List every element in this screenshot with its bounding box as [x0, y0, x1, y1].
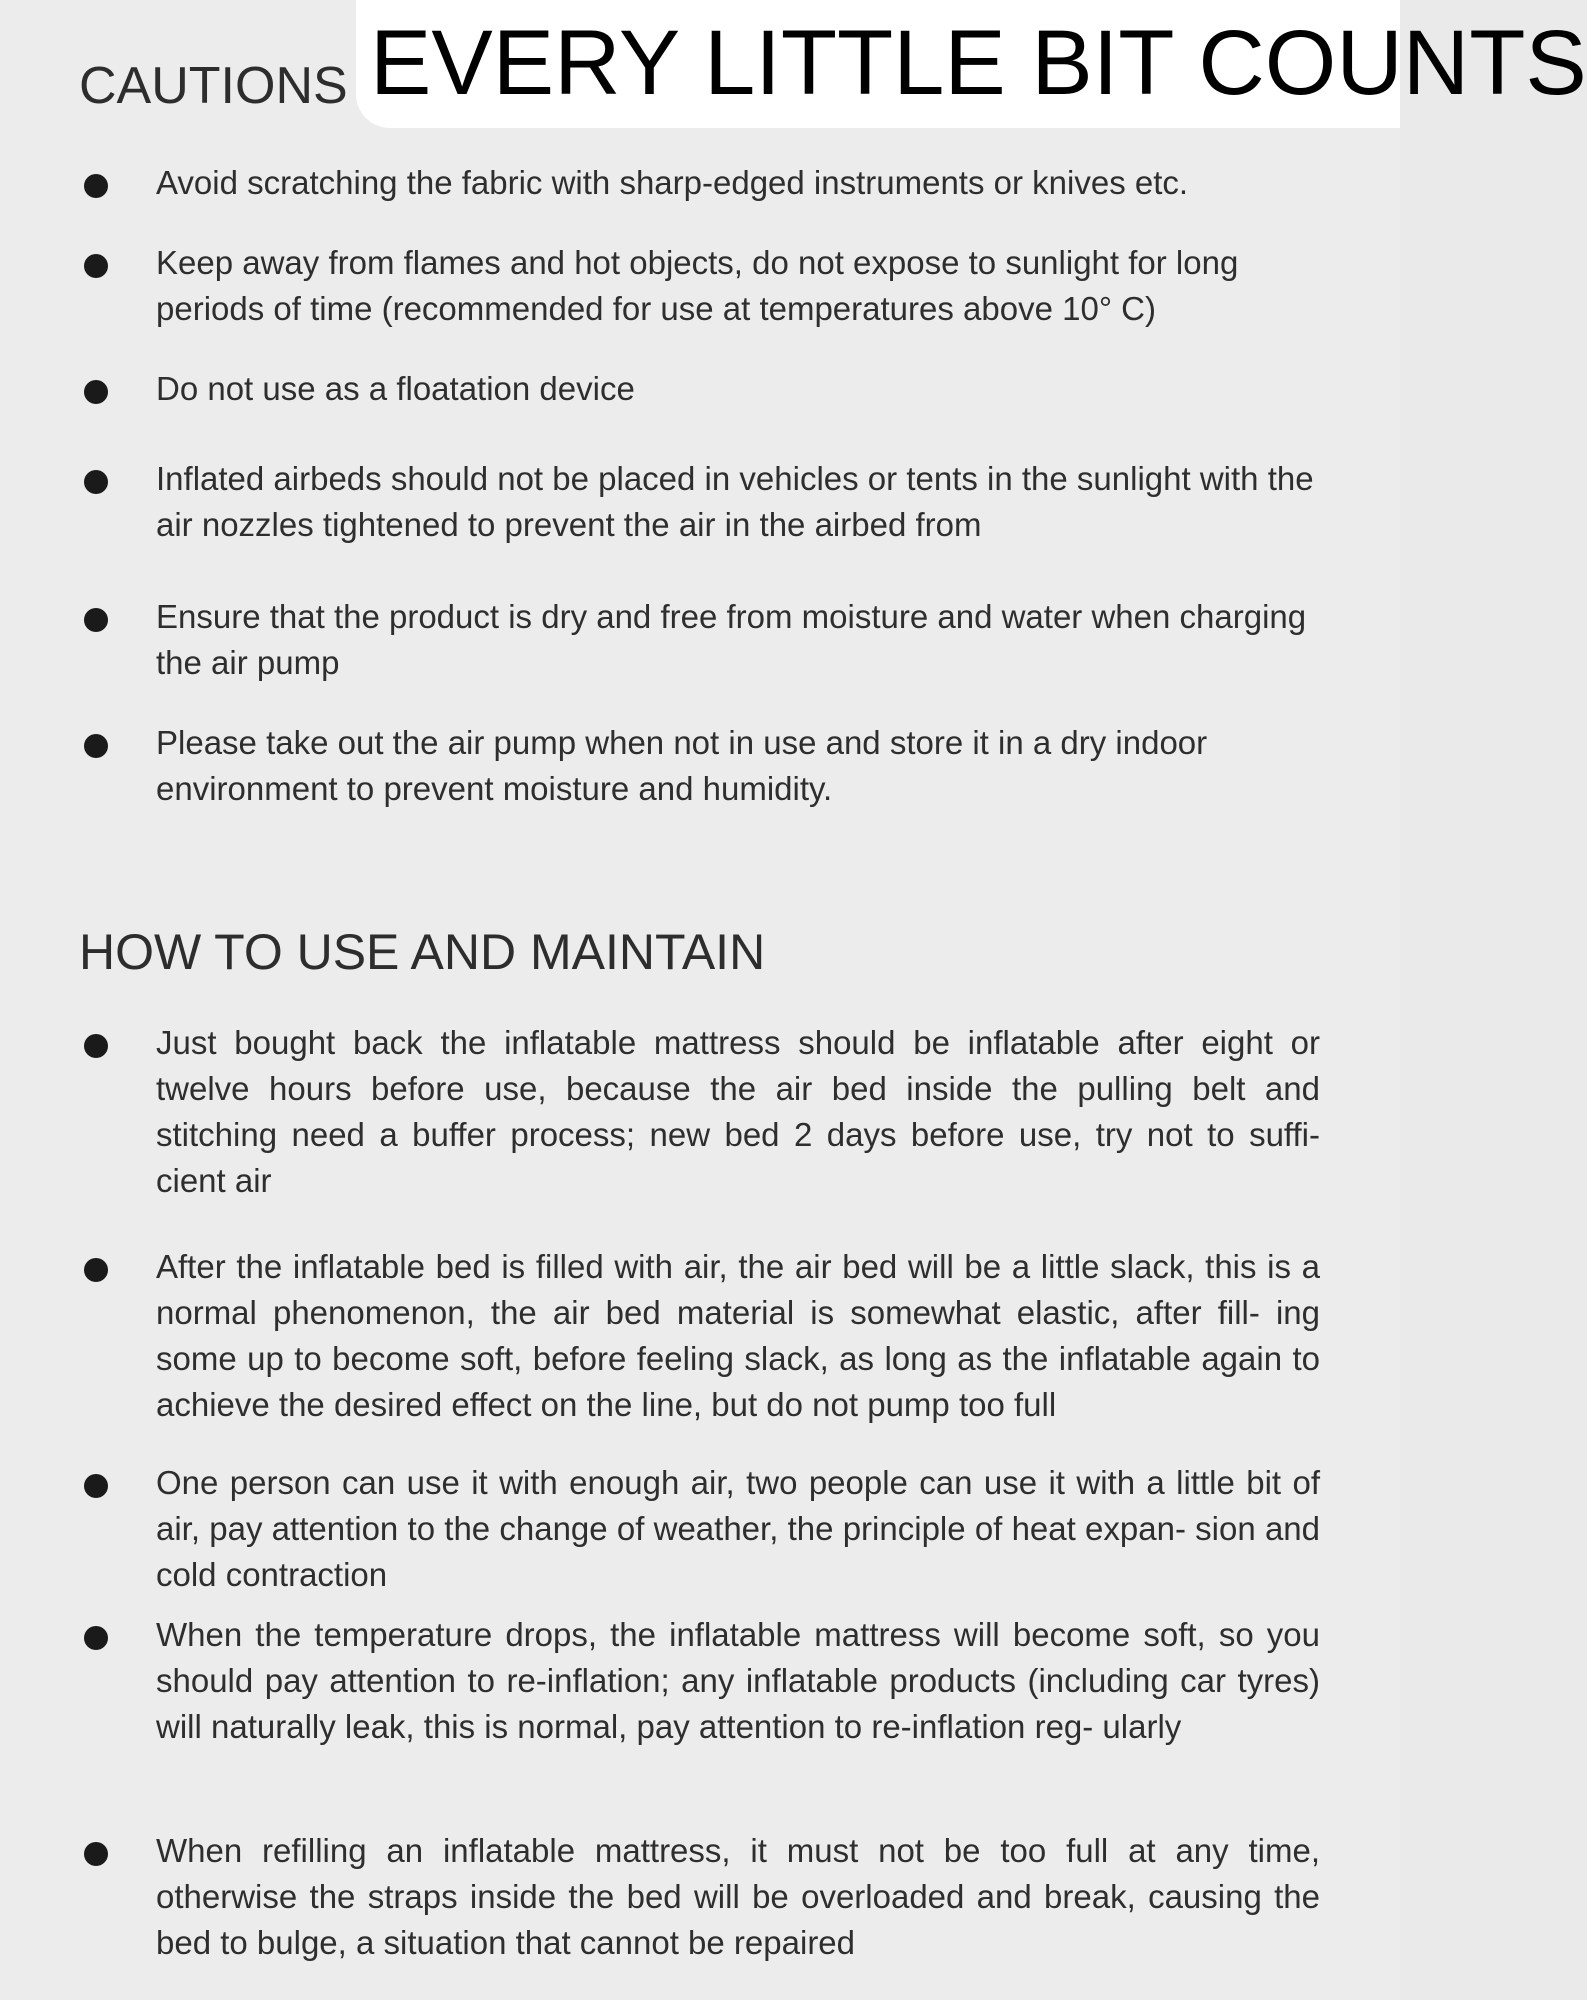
banner-title: EVERY LITTLE BIT COUNTS — [370, 12, 1587, 114]
list-item-text: When the temperature drops, the inflatable mattress will become soft, so you should pay attention to re-inflation; any inflatable products (including car tyres) will naturally leak, this is normal, pay attention to re-inflation reg- ularly — [156, 1616, 1320, 1745]
list-item-text: Inflated airbeds should not be placed in vehicles or tents in the sunlight with the air nozzles tightened to prevent the air in the airbed from — [156, 460, 1314, 543]
bullet-icon — [84, 380, 108, 404]
list-item-text: When refilling an inflatable mattress, it must not be too full at any time, otherwise the straps inside the bed will be overloaded and break, causing the bed to bulge, a situation that cannot be repaired — [156, 1832, 1320, 1961]
list-item-text: After the inflatable bed is filled with air, the air bed will be a little slack, this is a normal phenomenon, the air bed material is somewhat elastic, after fill- ing some up to become soft, before feeling slack, as long as the inflatable again to achieve the desired effect on the line, but do not pump too full — [156, 1248, 1320, 1423]
bullet-icon — [84, 254, 108, 278]
how-to-use-heading: HOW TO USE AND MAINTAIN — [79, 924, 766, 980]
list-item-text: Keep away from flames and hot objects, do not expose to sunlight for long periods of time (recommended for use at temperatures above 10° C) — [156, 244, 1239, 327]
list-item-text: Avoid scratching the fabric with sharp-edged instruments or knives etc. — [156, 164, 1189, 201]
cautions-heading: CAUTIONS — [79, 57, 348, 115]
list-item-text: Just bought back the inflatable mattress should be inflatable after eight or twelve hours before use, because the air bed inside the pulling belt and stitching need a buffer process; new bed 2 days before use, try not to suffi- cient air — [156, 1024, 1320, 1199]
list-item-text: Please take out the air pump when not in use and store it in a dry indoor environment to prevent moisture and humidity. — [156, 724, 1208, 807]
bullet-icon — [84, 1034, 108, 1058]
bullet-icon — [84, 1626, 108, 1650]
bullet-icon — [84, 1842, 108, 1866]
list-item-text: Ensure that the product is dry and free from moisture and water when charging the air pump — [156, 598, 1307, 681]
list-item-text: Do not use as a floatation device — [156, 370, 635, 407]
bullet-icon — [84, 608, 108, 632]
bullet-icon — [84, 1258, 108, 1282]
bullet-icon — [84, 174, 108, 198]
bullet-icon — [84, 470, 108, 494]
list-item-text: One person can use it with enough air, two people can use it with a little bit of air, pay attention to the change of weather, the principle of heat expan- sion and cold contraction — [156, 1464, 1320, 1593]
bullet-icon — [84, 1474, 108, 1498]
bullet-icon — [84, 734, 108, 758]
